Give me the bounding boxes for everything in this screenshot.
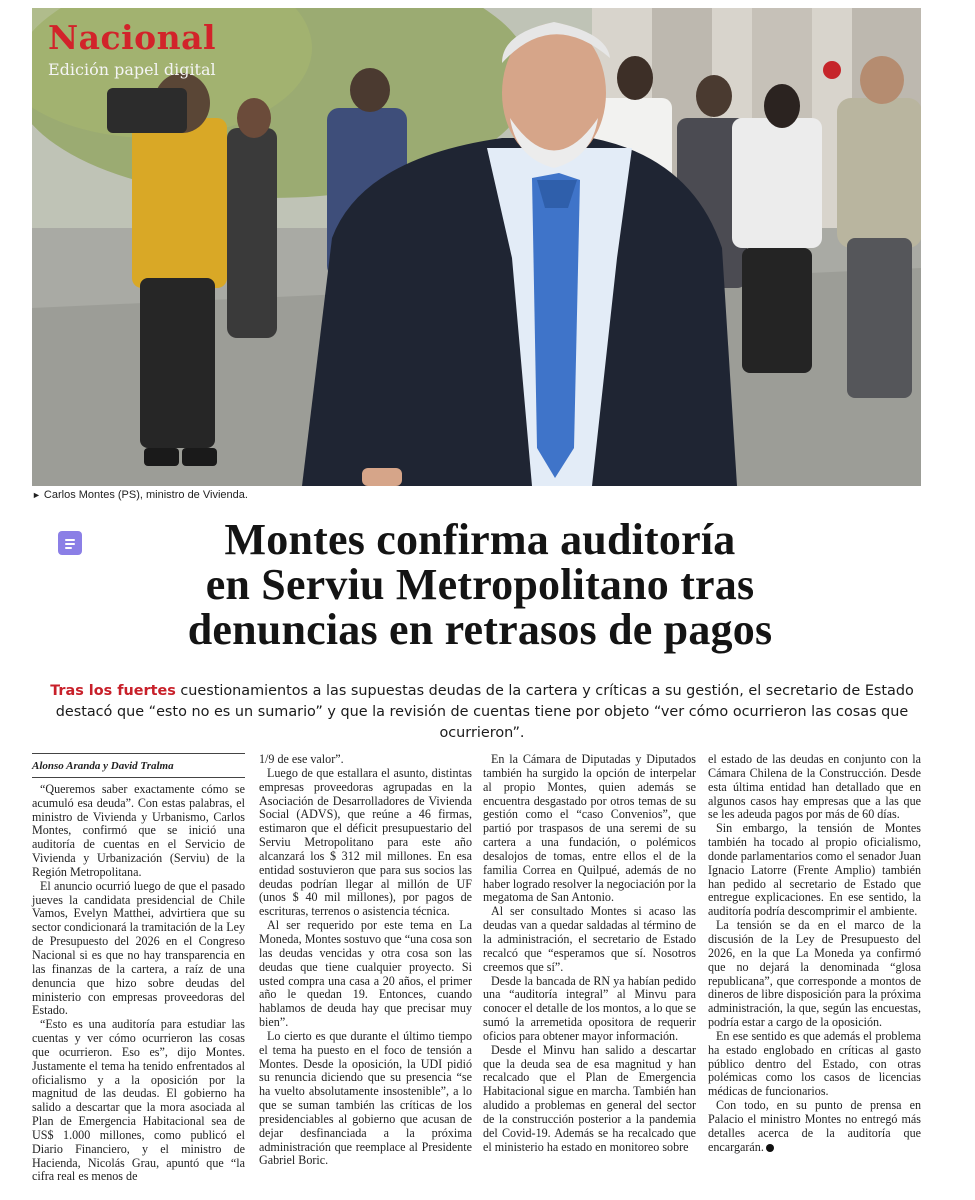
paragraph-final: [708, 1099, 921, 1154]
article-column-2: [259, 753, 472, 1168]
article-column-1: [32, 753, 245, 1184]
paragraph: Lo cierto es que durante el último tiempo el tema ha puesto en el foco de tensión a Montes. Desde la oposición, la UDI pidió su renuncia diciendo que su presencia “se ha vuelto absolutamente insostenible”, a lo que se suman también las críticas de los presidenciables al gobierno que acusan de dejar desfinanciada a la próxima administración que reemplace al Presidente Gabriel Boric.: [259, 1028, 472, 1168]
headline: [100, 517, 860, 652]
paragraph: “Esto es una auditoría para estudiar las cuentas y ver cómo ocurrieron las cosas que ocurrieron. Eso es”, dijo Montes. Justamente el tema ha tenido enfrentados al oficialismo y a la oposición por la magnitud de las deudas. El gobierno ha salido a descartar que la mora asociada al Plan de Emergencia Habitacional sea de US$ 1.000 millones, como publicó el Diario Financiero, y el ministro de Hacienda, Nicolás Grau, apuntó que “la cifra real es menos de: [32, 1017, 245, 1184]
headline-line-2: en Serviu Metropolitano tras: [205, 560, 755, 609]
photo-illustration: [32, 8, 921, 486]
paragraph: Desde la bancada de RN ya habían pedido una “auditoría integral” al Minvu para conocer el detalle de los montos, a lo que se sumó la arremetida opositora de requerir oficios para obtener mayor información.: [483, 973, 696, 1043]
photo-caption: [32, 489, 248, 501]
headline-line-1: Montes confirma auditoría: [224, 515, 736, 564]
paragraph: En ese sentido es que además el problema ha estado englobado en críticas al gasto público dentro del Estado, con otras polémicas como los casos de licencias médicas de funcionarios.: [708, 1028, 921, 1099]
section-label: Nacional: [48, 18, 217, 57]
paragraph-final-text: Con todo, en su punto de prensa en Palacio el ministro Montes no entregó más detalles acerca de la auditoría que encargarán.: [708, 1098, 921, 1154]
headline-line-3: denuncias en retrasos de pagos: [187, 605, 773, 654]
paragraph: “Queremos saber exactamente cómo se acumuló esa deuda”. Con estas palabras, el ministro de Vivienda y Urbanismo, Carlos Montes, confirmó que se inició una auditoría de cuentas en el Servicio de Vivienda y Urbanización (Serviu) de la Región Metropolitana.: [32, 781, 245, 879]
paragraph: 1/9 de ese valor”.: [259, 752, 344, 766]
paragraph: Desde el Minvu han salido a descartar que la deuda sea de esa magnitud y han recalcado que el Plan de Emergencia Habitacional sigue en marcha. También han aludido a problemas en general del sector de la construcción posterior a la pandemia del Covid-19. Además se ha recalcado que el ministerio ha estado en monitoreo sobre: [483, 1042, 696, 1154]
byline: Alonso Aranda y David Tralma: [32, 753, 245, 778]
caption-marker-icon: ►: [32, 490, 41, 500]
document-icon[interactable]: [58, 531, 82, 555]
paragraph: Luego de que estallara el asunto, distintas empresas proveedoras agrupadas en la Asociación de Desarrolladores de Vivienda Social (ADVS), que reúne a 46 firmas, estimaron que el déficit presupuestario del Serviu Metropolitano para este año alcanzará los $ 312 mil millones. En esa entidad sostuvieron que para sus socios las deudas podrían llegar al millón de UF (unos $ 40 mil millones), por pagos de escrituras, terrenos o asistencia técnica.: [259, 765, 472, 919]
article-column-4: [708, 753, 921, 1154]
section-subtitle: Edición papel digital: [48, 60, 216, 79]
paragraph: En la Cámara de Diputadas y Diputados también ha surgido la opción de interpelar al propio Montes, quien además se encuentra desgastado por otros temas de su gestión como el “caso Convenios”, que partió por traspasos de una seremi de su cartera a una fundación, o polémicos desalojos de tomas, entre ellos el de la familia Correa en Quilpué, además de no haber logrado resolver la negociación por la megatoma de San Antonio.: [483, 752, 696, 905]
paragraph: el estado de las deudas en conjunto con la Cámara Chilena de la Construcción. Desde esta última entidad han detallado que en algunos casos hay empresas que a las que se les adeuda pagos por más de 60 días.: [708, 752, 921, 822]
article-column-3: [483, 753, 696, 1154]
paragraph: Sin embargo, la tensión de Montes también ha tocado al propio oficialismo, donde parlamentarios como el senador Juan Ignacio Latorre (Frente Amplio) también han pedido al secretario de Estado que entregue explicaciones. En ese sentido, la auditoría podría descomprimir el ambiente.: [708, 821, 921, 919]
article-photo: [32, 8, 921, 486]
lead-text: cuestionamientos a las supuestas deudas de la cartera y críticas a su gestión, el secretario de Estado destacó que “esto no es un sumario” y que la revisión de cuentas tiene por objeto “ver cómo ocurrieron las cosas que ocurrieron”.: [55, 683, 914, 741]
paragraph: El anuncio ocurrió luego de que el pasado jueves la candidata presidencial de Chile Vamos, Evelyn Matthei, advirtiera que su sector condicionará la tramitación de la Ley de Presupuesto del 2026 en el Congreso Nacional si es que no hay transparencia en las finanzas de la cartera, a raíz de una denuncia que hizo sobre deudas del ministerio con empresas proveedoras del Estado.: [32, 878, 245, 1018]
paragraph: Al ser consultado Montes si acaso las deudas van a quedar saldadas al término de la administración, el secretario de Estado recalcó que “esperamos que sí. Nosotros creemos que sí”.: [483, 904, 696, 974]
caption-text: Carlos Montes (PS), ministro de Vivienda.: [43, 489, 248, 501]
lead-paragraph: [32, 681, 932, 744]
end-mark-icon: [766, 1144, 774, 1152]
paragraph: Al ser requerido por este tema en La Moneda, Montes sostuvo que “una cosa son las deudas vencidas y otra cosa son las deudas que tiene cualquier proyecto. Si usted compra una casa a 20 años, el primer año le quedan 19. Entonces, cuando hablamos de deuda hay que precisar muy bien”.: [259, 918, 472, 1030]
paragraph: La tensión se da en el marco de la discusión de la Ley de Presupuesto del 2026, en la que La Moneda ya confirmó que no dejará la denominada “glosa republicana”, que corresponde a montos de dineros de libre disposición para la próxima administración, la que, según las encuestas, podría estar a cargo de la oposición.: [708, 918, 921, 1030]
lead-intro: Tras los fuertes: [50, 683, 176, 699]
